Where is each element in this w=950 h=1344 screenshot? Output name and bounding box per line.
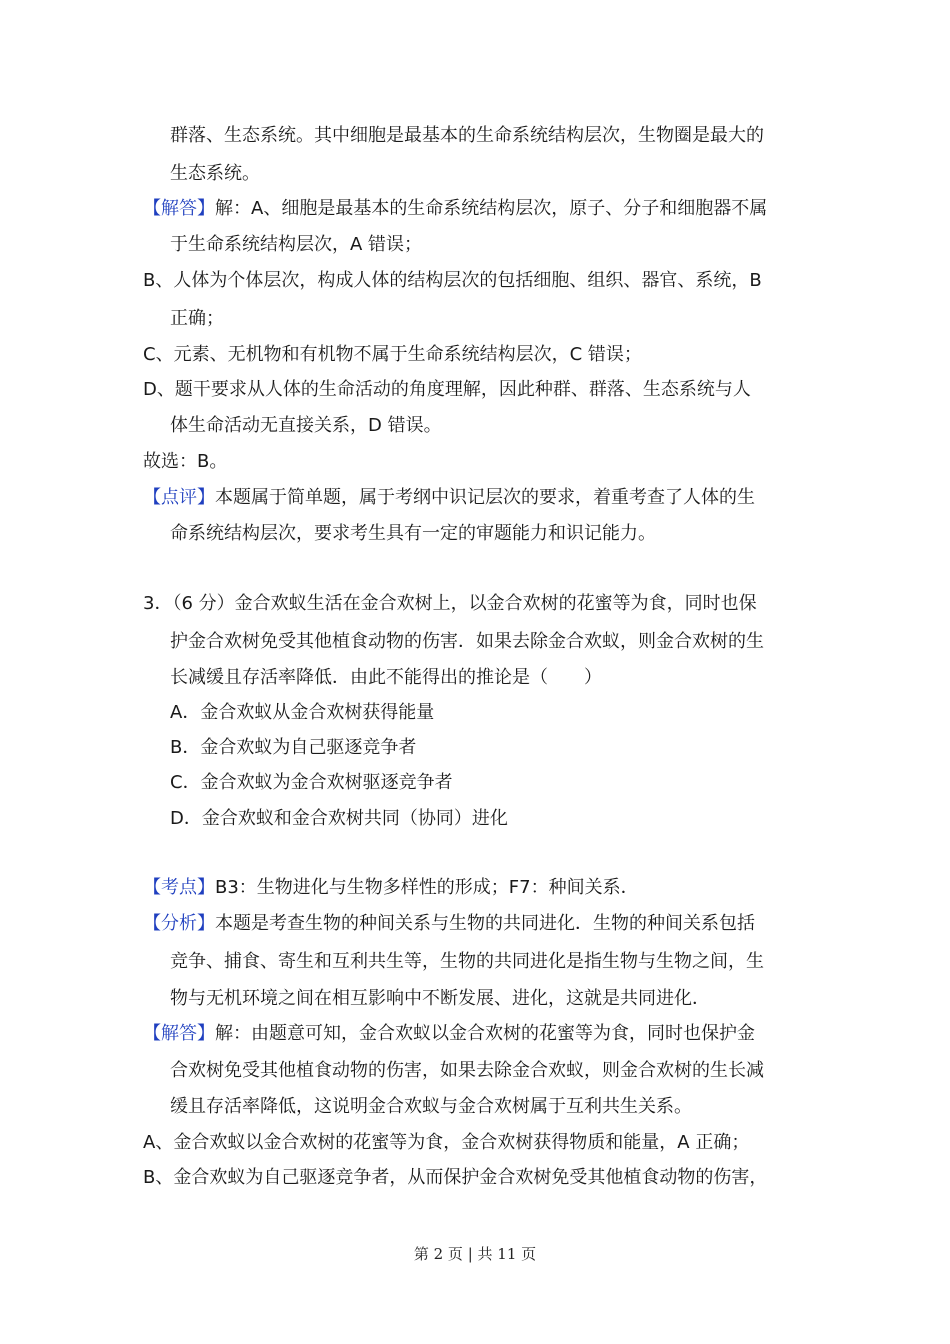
option-b-line: B、人体为个体层次，构成人体的结构层次的包括细胞、组织、器官、系统，B	[143, 270, 762, 291]
option-d-line: D、题干要求从人体的生命活动的角度理解，因此种群、群落、生态系统与人	[143, 379, 751, 400]
answer-tag: 【解答】	[143, 1023, 215, 1044]
text-span: 本题属于简单题，属于考纲中识记层次的要求，着重考查了人体的生	[215, 487, 755, 508]
answer-paragraph	[143, 197, 767, 221]
option-c: C．金合欢蚁为金合欢树驱逐竞争者	[170, 772, 453, 793]
text-line: 正确；	[170, 308, 224, 329]
comment-tag: 【点评】	[143, 487, 215, 508]
text-span: 解：由题意可知，金合欢蚁以金合欢树的花蜜等为食，同时也保护金	[215, 1023, 755, 1044]
text-span: B3：生物进化与生物多样性的形成；F7：种间关系．	[215, 877, 639, 898]
answer-paragraph	[143, 1022, 755, 1046]
text-line: 长减缓且存活率降低．由此不能得出的推论是（ ）	[170, 667, 602, 688]
option-d: D．金合欢蚁和金合欢树共同（协同）进化	[170, 808, 508, 829]
question-stem: 3．（6 分）金合欢蚁生活在金合欢树上，以金合欢树的花蜜等为食，同时也保	[143, 593, 757, 614]
text-line: 于生命系统结构层次，A 错误；	[170, 234, 423, 255]
text-line: 体生命活动无直接关系，D 错误。	[170, 415, 442, 436]
kaodian-paragraph	[143, 876, 639, 900]
kaodian-tag: 【考点】	[143, 877, 215, 898]
text-line: 物与无机环境之间在相互影响中不断发展、进化，这就是共同进化．	[170, 988, 710, 1009]
option-b: B．金合欢蚁为自己驱逐竞争者	[170, 737, 417, 758]
option-a: A．金合欢蚁从金合欢树获得能量	[170, 702, 435, 723]
fenxi-tag: 【分析】	[143, 913, 215, 934]
text-span: 本题是考查生物的种间关系与生物的共同进化．生物的种间关系包括	[215, 913, 755, 934]
text-line: 生态系统。	[170, 163, 260, 184]
text-line: 合欢树免受其他植食动物的伤害，如果去除金合欢蚁，则金合欢树的生长减	[170, 1060, 764, 1081]
text-span: 解：A、细胞是最基本的生命系统结构层次，原子、分子和细胞器不属	[215, 198, 768, 219]
fenxi-paragraph	[143, 912, 755, 936]
option-c-line: C、元素、无机物和有机物不属于生命系统结构层次，C 错误；	[143, 344, 642, 365]
text-line: 群落、生态系统。其中细胞是最基本的生命系统结构层次，生物圈是最大的	[170, 125, 764, 146]
text-line: 竞争、捕食、寄生和互利共生等，生物的共同进化是指生物与生物之间，生	[170, 951, 764, 972]
conclusion-line: 故选：B。	[143, 451, 228, 472]
option-b-line: B、金合欢蚁为自己驱逐竞争者，从而保护金合欢树免受其他植食动物的伤害，	[143, 1167, 768, 1188]
text-line: 缓且存活率降低，这说明金合欢蚁与金合欢树属于互利共生关系。	[170, 1096, 692, 1117]
page-footer: 第 2 页 | 共 11 页	[413, 1245, 537, 1263]
text-line: 命系统结构层次，要求考生具有一定的审题能力和识记能力。	[170, 523, 656, 544]
comment-paragraph	[143, 486, 755, 510]
option-a-line: A、金合欢蚁以金合欢树的花蜜等为食，金合欢树获得物质和能量，A 正确；	[143, 1132, 750, 1153]
text-line: 护金合欢树免受其他植食动物的伤害．如果去除金合欢蚁，则金合欢树的生	[170, 631, 764, 652]
answer-tag: 【解答】	[143, 198, 215, 219]
